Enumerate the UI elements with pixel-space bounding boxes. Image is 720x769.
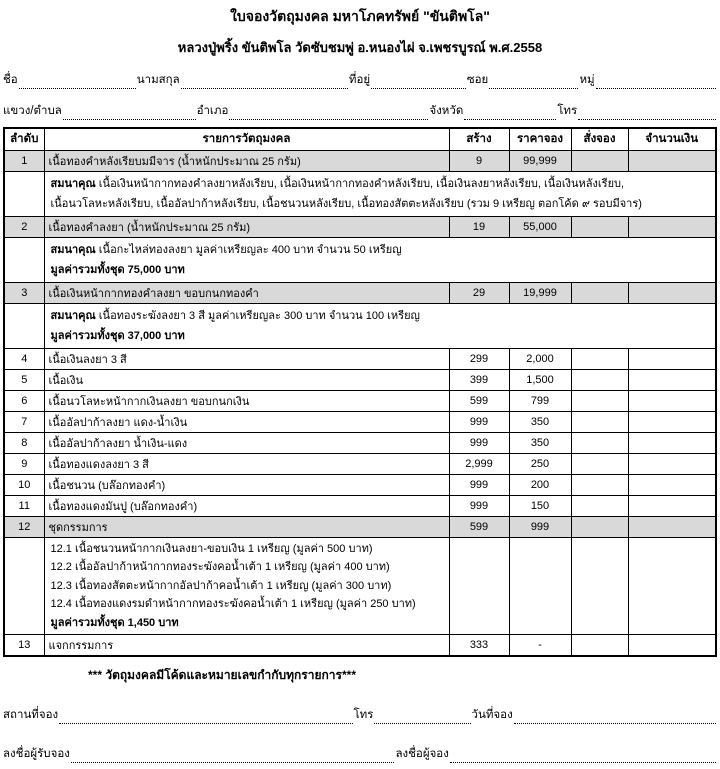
bonus-total: มูลค่ารวมทั้งชุด 37,000 บาท — [50, 329, 185, 342]
bonus-note — [44, 303, 716, 348]
reserve-price: 350 — [509, 432, 571, 453]
table-row-5 — [4, 369, 716, 390]
soi-label: ซอย — [466, 74, 489, 86]
made-count: 399 — [449, 369, 509, 390]
bonus-total: มูลค่ารวมทั้งชุด 75,000 บาท — [50, 263, 185, 276]
district-label: อำเภอ — [196, 105, 229, 117]
row-index: 3 — [4, 282, 44, 303]
phone-field-line — [374, 712, 470, 724]
bonus-prefix: สมนาคุณ — [50, 243, 96, 256]
made-count: 999 — [449, 474, 509, 495]
table-row-7 — [4, 411, 716, 432]
table-row-1 — [4, 150, 716, 171]
table-row-3 — [4, 282, 716, 303]
col-item: รายการวัตถุมงคล — [44, 128, 449, 150]
empty-amount-cell — [628, 537, 716, 635]
subdistrict-label: แขวง/ตำบล — [3, 105, 62, 117]
bonus-prefix: สมนาคุณ — [50, 177, 96, 190]
order-qty-cell — [571, 150, 628, 171]
empty-index-cell — [4, 171, 44, 216]
reserve-price: - — [509, 635, 571, 657]
bonus-line1: เนื้อกะไหล่ทองลงยา มูลค่าเหรียญละ 400 บาท จำนวน 50 เหรียญ — [98, 243, 402, 256]
made-count: 999 — [449, 495, 509, 516]
item-name: เนื้ออัลปาก้าลงยา แดง-น้ำเงิน — [44, 411, 449, 432]
made-count: 299 — [449, 348, 509, 369]
bonus-line1: เนื้อทองระฆังลงยา 3 สี มูลค่าเหรียญละ 300 บาท จำนวน 100 เหรียญ — [98, 309, 420, 322]
amount-cell — [628, 369, 716, 390]
province-label: จังหวัด — [429, 105, 464, 117]
order-qty-cell — [571, 495, 628, 516]
subdistrict-field-line — [63, 108, 196, 120]
form-line-identity — [3, 71, 717, 89]
empty-made-cell — [449, 537, 509, 635]
amount-cell — [628, 453, 716, 474]
phone-label: โทร — [557, 105, 578, 117]
item-name: เนื้อทองคำหลังเรียบมมีจาร (น้ำหนักประมาณ 25 กรัม) — [44, 150, 449, 171]
order-qty-cell — [571, 411, 628, 432]
surname-label: นามสกุล — [136, 74, 180, 86]
sub-item: 12.2 เนื้ออัลปาก้าหน้ากากทองระฆังคอน้ำเต้า 1 เหรียญ (มูลค่า 400 บาท) — [50, 561, 390, 573]
order-qty-cell — [571, 516, 628, 537]
bonus-row-1 — [4, 171, 716, 216]
col-amount: จำนวนเงิน — [628, 128, 716, 150]
code-note: *** วัตถุมงคลมีโค้ดและหมายเลขกำกับทุกรายการ*** — [88, 668, 356, 682]
order-qty-cell — [571, 474, 628, 495]
made-count: 599 — [449, 516, 509, 537]
bonus-line1: เนื้อเงินหน้ากากทองคำลงยาหลังเรียบ, เนื้อเงินหน้ากากทองคำหลังเรียบ, เนื้อเงินลงยาหลังเรียบ, เนื้อเงินหลังเรียบ, — [98, 177, 625, 190]
amount-cell — [628, 432, 716, 453]
made-count: 999 — [449, 411, 509, 432]
province-field-line — [464, 108, 556, 120]
reserve-price: 350 — [509, 411, 571, 432]
order-qty-cell — [571, 216, 628, 237]
made-count: 29 — [449, 282, 509, 303]
item-name: เนื้อทองคำลงยา (น้ำหนักประมาณ 25 กรัม) — [44, 216, 449, 237]
made-count: 333 — [449, 635, 509, 657]
moo-label: หมู่ — [579, 74, 595, 86]
amount-cell — [628, 150, 716, 171]
table-row-11 — [4, 495, 716, 516]
sub-item: 12.3 เนื้อทองสัตตะหน้ากากอัลปาก้าคอน้ำเต้า 1 เหรียญ (มูลค่า 300 บาท) — [50, 579, 392, 592]
committee-set-detail-row — [4, 537, 716, 635]
order-qty-cell — [571, 432, 628, 453]
bonus-row-2 — [4, 237, 716, 282]
name-label: ชื่อ — [3, 74, 18, 86]
reserve-price: 200 — [509, 474, 571, 495]
form-line-location — [3, 102, 717, 120]
reserve-price: 999 — [509, 516, 571, 537]
row-index: 9 — [4, 453, 44, 474]
order-qty-cell — [571, 453, 628, 474]
table-row-10 — [4, 474, 716, 495]
col-index: ลำดับ — [4, 128, 44, 150]
item-name: เนื้อทองแดงมันปู (บล๊อกทองคำ) — [44, 495, 449, 516]
sub-item: 12.4 เนื้อทองแดงรมดำหน้ากากทองระฆังคอน้ำเต้า 1 เหรียญ (มูลค่า 250 บาท) — [50, 598, 416, 610]
empty-index-cell — [4, 303, 44, 348]
empty-order-cell — [571, 537, 628, 635]
item-name: ชุดกรรมการ — [44, 516, 449, 537]
reserve-price: 55,000 — [509, 216, 571, 237]
amount-cell — [628, 495, 716, 516]
col-order: สั่งจอง — [571, 128, 628, 150]
item-name: เนื้อทองแดงลงยา 3 สี — [44, 453, 449, 474]
reserve-price: 1,500 — [509, 369, 571, 390]
bonus-row-3 — [4, 303, 716, 348]
made-count: 9 — [449, 150, 509, 171]
amount-cell — [628, 474, 716, 495]
order-qty-cell — [571, 282, 628, 303]
order-qty-cell — [571, 635, 628, 657]
booking-info-line — [3, 706, 717, 724]
reserve-price: 99,999 — [509, 150, 571, 171]
item-name: เนื้อเงินลงยา 3 สี — [44, 348, 449, 369]
order-qty-cell — [571, 369, 628, 390]
made-count: 2,999 — [449, 453, 509, 474]
amount-cell — [628, 635, 716, 657]
reserve-price: 19,999 — [509, 282, 571, 303]
table-row-2 — [4, 216, 716, 237]
sub-item: 12.1 เนื้อชนวนหน้ากากเงินลงยา-ขอบเงิน 1 เหรียญ (มูลค่า 500 บาท) — [50, 542, 373, 555]
date-field-line — [514, 712, 716, 724]
orderer-sign-label: ลงชื่อผู้จอง — [395, 748, 449, 760]
row-index: 12 — [4, 516, 44, 537]
district-field-line — [229, 108, 428, 120]
col-price: ราคาจอง — [509, 128, 571, 150]
date-label: วันที่จอง — [471, 709, 513, 721]
table-row-13 — [4, 635, 716, 657]
receiver-sign-field-line — [71, 751, 395, 763]
place-field-line — [59, 712, 352, 724]
order-qty-cell — [571, 348, 628, 369]
table-row-8 — [4, 432, 716, 453]
row-index: 8 — [4, 432, 44, 453]
row-index: 11 — [4, 495, 44, 516]
row-index: 6 — [4, 390, 44, 411]
table-row-4 — [4, 348, 716, 369]
amount-cell — [628, 348, 716, 369]
reserve-price: 250 — [509, 453, 571, 474]
row-index: 5 — [4, 369, 44, 390]
table-row-9 — [4, 453, 716, 474]
sub-total: มูลค่ารวมทั้งชุด 1,450 บาท — [50, 616, 179, 629]
row-index: 7 — [4, 411, 44, 432]
surname-field-line — [181, 77, 348, 89]
phone-field-line — [578, 108, 716, 120]
row-index: 13 — [4, 635, 44, 657]
receiver-sign-label: ลงชื่อผู้รับจอง — [3, 748, 70, 760]
address-label: ที่อยู่ — [348, 74, 371, 86]
signature-line — [3, 745, 717, 763]
item-name: เนื้อเงิน — [44, 369, 449, 390]
made-count: 599 — [449, 390, 509, 411]
table-row-12 — [4, 516, 716, 537]
reserve-price: 2,000 — [509, 348, 571, 369]
empty-price-cell — [509, 537, 571, 635]
table-header-row — [4, 128, 716, 150]
soi-field-line — [489, 77, 578, 89]
bonus-note — [44, 237, 716, 282]
item-name: เนื้ออัลปาก้าลงยา น้ำเงิน-แดง — [44, 432, 449, 453]
address-field-line — [371, 77, 466, 89]
amount-cell — [628, 516, 716, 537]
amount-cell — [628, 411, 716, 432]
row-index: 2 — [4, 216, 44, 237]
orderer-sign-field-line — [450, 751, 716, 763]
page-title: ใบจองวัตถุมงคล มหาโภคทรัพย์ "ขันติพโล" — [230, 8, 490, 24]
empty-index-cell — [4, 237, 44, 282]
row-index: 1 — [4, 150, 44, 171]
reserve-price: 799 — [509, 390, 571, 411]
place-label: สถานที่จอง — [3, 709, 59, 721]
item-name: เนื้อชนวน (บล๊อกทองคำ) — [44, 474, 449, 495]
phone-label: โทร — [353, 709, 374, 721]
item-name: เนื้อเงินหน้ากากทองคำลงยา ขอบกนกทองคำ — [44, 282, 449, 303]
page-subtitle: หลวงปู่พริ้ง ขันติพโล วัดซับชมพู่ อ.หนองไผ่ จ.เพชรบูรณ์ พ.ศ.2558 — [177, 40, 543, 55]
bonus-note — [44, 171, 716, 216]
made-count: 999 — [449, 432, 509, 453]
committee-set-items — [44, 537, 449, 635]
reserve-price: 150 — [509, 495, 571, 516]
amount-cell — [628, 390, 716, 411]
moo-field-line — [596, 77, 716, 89]
row-index: 10 — [4, 474, 44, 495]
bonus-line2: เนื้อนวโลหะหลังเรียบ, เนื้ออัลปาก้าหลังเรียบ, เนื้อชนวนหลังเรียบ, เนื้อทองสัตตะหลังเรียบ (รวม 9 เหรียญ ตอกโค้ด ๙ รอบมีจาร) — [50, 197, 642, 210]
bonus-prefix: สมนาคุณ — [50, 309, 96, 322]
item-name: แจกกรรมการ — [44, 635, 449, 657]
item-name: เนื้อนวโลหะหน้ากากเงินลงยา ขอบกนกเงิน — [44, 390, 449, 411]
made-count: 19 — [449, 216, 509, 237]
empty-index-cell — [4, 537, 44, 635]
table-row-6 — [4, 390, 716, 411]
row-index: 4 — [4, 348, 44, 369]
order-table — [3, 127, 717, 657]
name-field-line — [19, 77, 136, 89]
amount-cell — [628, 216, 716, 237]
order-qty-cell — [571, 390, 628, 411]
amount-cell — [628, 282, 716, 303]
col-made: สร้าง — [449, 128, 509, 150]
